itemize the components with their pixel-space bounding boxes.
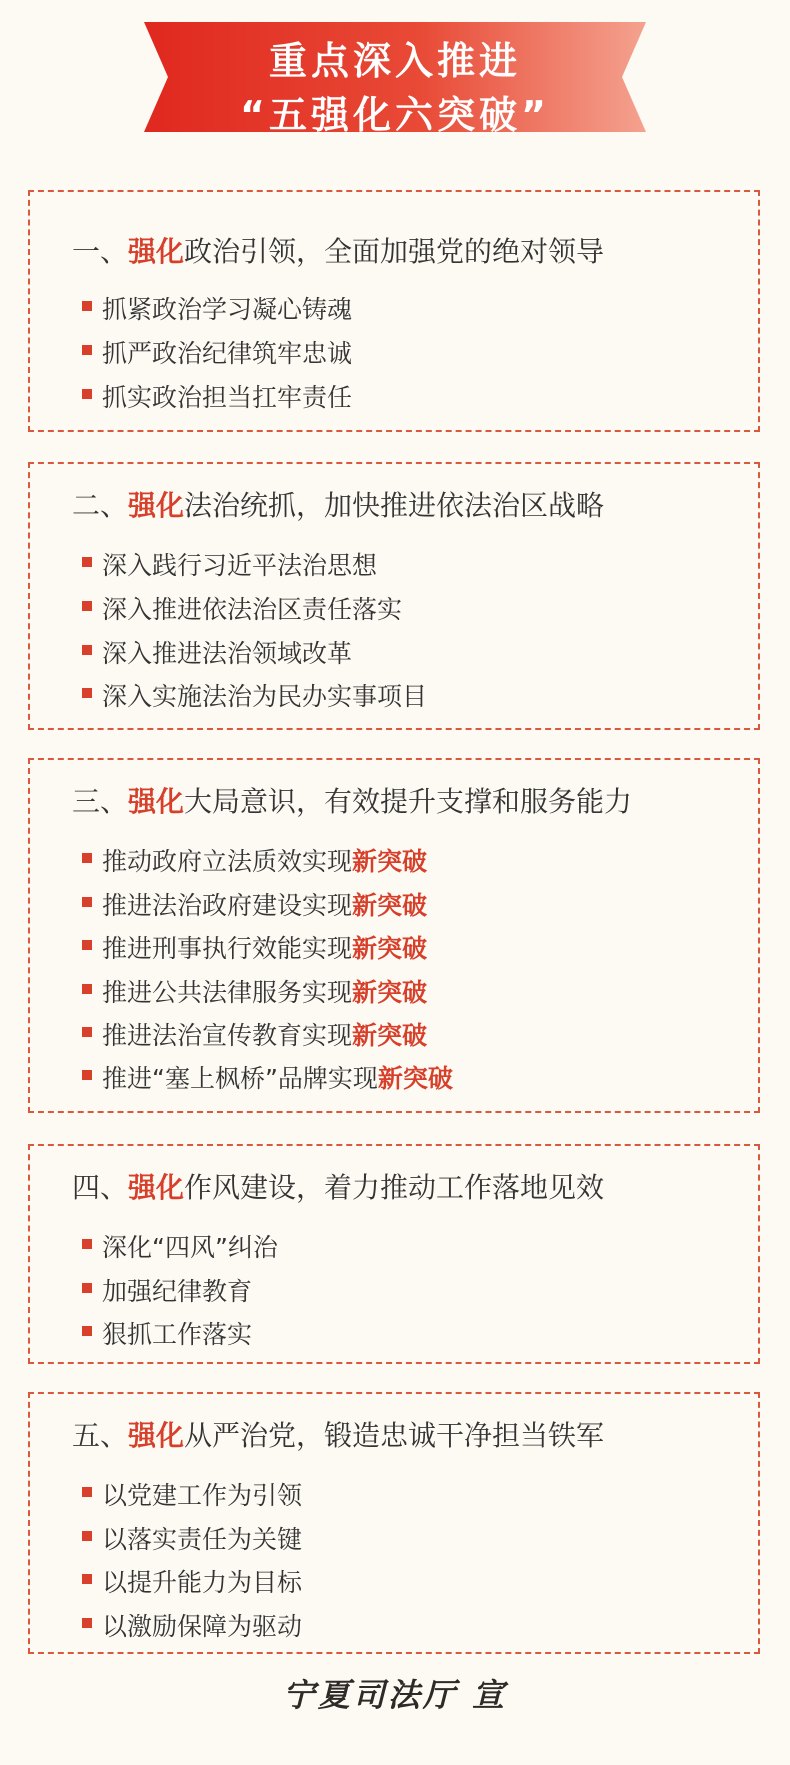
list-item: 抓严政治纪律筑牢忠诚 bbox=[102, 334, 352, 370]
list-item: 以提升能力为目标 bbox=[102, 1563, 302, 1599]
section-highlight: 强化 bbox=[128, 1419, 185, 1452]
title-banner bbox=[144, 22, 646, 137]
bullet-square-icon bbox=[82, 301, 92, 311]
section-title-rest: 大局意识，有效提升支撑和服务能力 bbox=[184, 785, 633, 818]
list-item: 推进法治政府建设实现新突破 bbox=[102, 886, 427, 922]
bullet-square-icon bbox=[82, 1027, 92, 1037]
list-item: 抓实政治担当扛牢责任 bbox=[102, 378, 352, 414]
bullet-square-icon bbox=[82, 557, 92, 567]
list-item: 狠抓工作落实 bbox=[102, 1315, 252, 1351]
section-highlight: 强化 bbox=[128, 235, 185, 268]
bullet-square-icon bbox=[82, 984, 92, 994]
list-item: 推进公共法律服务实现新突破 bbox=[102, 973, 427, 1009]
list-item: 加强纪律教育 bbox=[102, 1272, 252, 1308]
section-prefix: 二、 bbox=[72, 489, 129, 522]
bullet-square-icon bbox=[82, 601, 92, 611]
section-title bbox=[72, 780, 632, 820]
section-title bbox=[72, 230, 604, 270]
bullet-square-icon bbox=[82, 853, 92, 863]
bullet-square-icon bbox=[82, 1574, 92, 1584]
bullet-square-icon bbox=[82, 1326, 92, 1336]
publisher-credit: 宁夏司法厅 宣 bbox=[282, 1676, 508, 1714]
list-item: 推进法治宣传教育实现新突破 bbox=[102, 1016, 427, 1052]
bullet-square-icon bbox=[82, 1283, 92, 1293]
section-1 bbox=[28, 190, 760, 432]
list-item: 推动政府立法质效实现新突破 bbox=[102, 842, 427, 878]
section-4 bbox=[28, 1144, 760, 1364]
list-item: 抓紧政治学习凝心铸魂 bbox=[102, 290, 352, 326]
list-item: 深入实施法治为民办实事项目 bbox=[102, 677, 427, 713]
section-3 bbox=[28, 758, 760, 1113]
section-title bbox=[72, 1166, 604, 1206]
bullet-square-icon bbox=[82, 897, 92, 907]
bullet-square-icon bbox=[82, 1531, 92, 1541]
section-5 bbox=[28, 1392, 760, 1654]
section-title bbox=[72, 1414, 604, 1454]
section-2 bbox=[28, 462, 760, 730]
section-title bbox=[72, 484, 604, 524]
list-item: 深入推进法治领域改革 bbox=[102, 634, 352, 670]
list-item: 深入推进依法治区责任落实 bbox=[102, 590, 402, 626]
section-prefix: 一、 bbox=[72, 235, 129, 268]
section-prefix: 三、 bbox=[72, 785, 129, 818]
bullet-square-icon bbox=[82, 645, 92, 655]
bullet-square-icon bbox=[82, 1070, 92, 1080]
list-item: 以党建工作为引领 bbox=[102, 1476, 302, 1512]
section-title-rest: 作风建设，着力推动工作落地见效 bbox=[184, 1171, 605, 1204]
list-item: 推进刑事执行效能实现新突破 bbox=[102, 929, 427, 965]
list-item: 推进“塞上枫桥”品牌实现新突破 bbox=[102, 1059, 453, 1095]
list-item: 以落实责任为关键 bbox=[102, 1520, 302, 1556]
section-prefix: 五、 bbox=[72, 1419, 129, 1452]
bullet-square-icon bbox=[82, 940, 92, 950]
bullet-square-icon bbox=[82, 1239, 92, 1249]
list-item: 深入践行习近平法治思想 bbox=[102, 546, 377, 582]
bullet-square-icon bbox=[82, 389, 92, 399]
section-highlight: 强化 bbox=[128, 489, 185, 522]
section-prefix: 四、 bbox=[72, 1171, 129, 1204]
section-highlight: 强化 bbox=[128, 1171, 185, 1204]
bullet-square-icon bbox=[82, 1618, 92, 1628]
banner-title-line-1: 重点深入推进 bbox=[268, 39, 521, 83]
bullet-square-icon bbox=[82, 688, 92, 698]
list-item: 深化“四风”纠治 bbox=[102, 1228, 278, 1264]
section-highlight: 强化 bbox=[128, 785, 185, 818]
banner-title-line-2: “五强化六突破” bbox=[240, 93, 550, 137]
section-title-rest: 政治引领，全面加强党的绝对领导 bbox=[184, 235, 605, 268]
bullet-square-icon bbox=[82, 345, 92, 355]
section-title-rest: 法治统抓，加快推进依法治区战略 bbox=[184, 489, 605, 522]
list-item: 以激励保障为驱动 bbox=[102, 1607, 302, 1643]
section-title-rest: 从严治党，锻造忠诚干净担当铁军 bbox=[184, 1419, 605, 1452]
bullet-square-icon bbox=[82, 1487, 92, 1497]
